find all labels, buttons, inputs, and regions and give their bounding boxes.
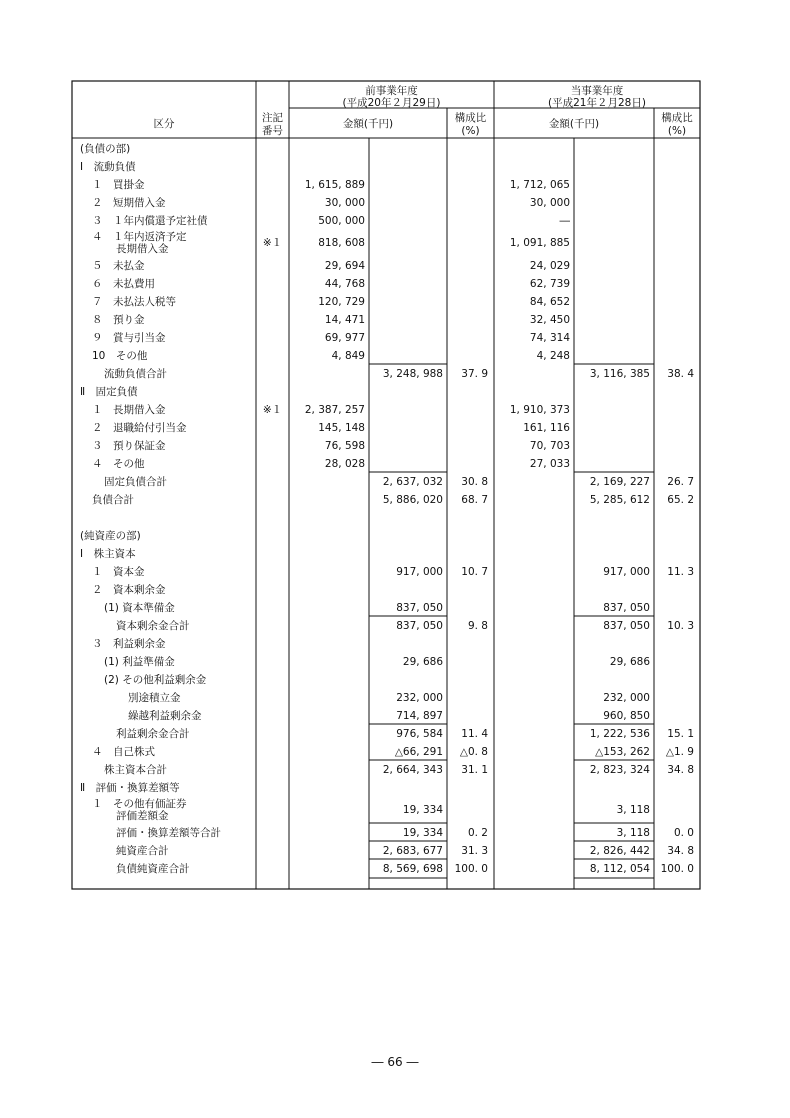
prev-ratio: 68. 7 [461,494,488,506]
prev-total: 3, 248, 988 [382,368,443,380]
prev-total: 837, 050 [396,620,443,632]
row-label: 流動負債合計 [104,368,167,380]
prev-amount: 818, 608 [318,237,365,249]
table-body [80,142,694,878]
row-label: １ 長期借入金 [92,404,166,416]
prev-total: 2, 683, 677 [382,845,443,857]
table-row [104,655,650,668]
prev-amount: 145, 148 [318,422,365,434]
curr-amount: 24, 029 [529,260,570,272]
prev-amount: 44, 768 [324,278,365,290]
table-row [92,583,166,596]
curr-ratio: 26. 7 [667,476,694,488]
curr-amount: 62, 739 [529,278,570,290]
prev-total: 8, 569, 698 [382,863,443,875]
row-label: (2) その他利益剰余金 [104,674,207,686]
table-row [92,797,650,822]
note-header: 番号 [262,125,283,137]
prev-total: 5, 886, 020 [382,494,443,506]
prev-total: 29, 686 [402,656,443,668]
curr-total: 837, 050 [603,620,650,632]
row-label: ２ 資本剰余金 [92,584,166,596]
row-label: ５ 未払金 [92,260,145,272]
table-row [92,403,570,416]
table-row [92,331,570,344]
row-label: ３ 利益剰余金 [92,638,166,650]
prev-amount: 14, 471 [324,314,365,326]
table-row [92,178,570,191]
curr-amount: 4, 248 [536,350,570,362]
curr-ratio: 34. 8 [667,845,694,857]
table-row [92,493,694,506]
note-ref: ※１ [262,404,283,416]
prev-ratio: 9. 8 [467,620,488,632]
prev-amount: 30, 000 [324,197,365,209]
row-label: ９ 賞与引当金 [92,332,166,344]
curr-period-title: 当事業年度 [570,85,624,97]
prev-ratio-header: (%) [461,125,480,137]
row-label: ４ その他 [92,458,145,470]
curr-amount: 30, 000 [529,197,570,209]
row-label: 株主資本合計 [104,764,167,776]
prev-total: 19, 334 [402,804,443,816]
curr-ratio: 100. 0 [660,863,694,875]
row-label: 負債合計 [92,494,134,506]
curr-total: 837, 050 [603,602,650,614]
row-label: 別途積立金 [128,692,181,704]
curr-total: 2, 826, 442 [589,845,650,857]
table-row [128,691,650,704]
curr-total: 232, 000 [603,692,650,704]
prev-total: 2, 637, 032 [382,476,443,488]
table-row [128,709,650,722]
curr-ratio: △1. 9 [665,746,694,758]
curr-total: 8, 112, 054 [589,863,650,875]
prev-amount: 500, 000 [318,215,365,227]
curr-total: 917, 000 [603,566,650,578]
note-ref: ※１ [262,237,283,249]
row-label-cont: 長期借入金 [116,243,169,255]
table-row [92,745,694,758]
curr-amount: 70, 703 [529,440,570,452]
table-row [92,277,570,290]
curr-total: 1, 222, 536 [589,728,650,740]
table-row [92,214,571,227]
prev-total: 917, 000 [396,566,443,578]
prev-amount: 29, 694 [324,260,365,272]
curr-total: 5, 285, 612 [589,494,650,506]
curr-total: 3, 116, 385 [589,368,650,380]
table-row [92,637,166,650]
table-row [80,529,141,542]
prev-ratio: 31. 1 [461,764,488,776]
curr-amount: 74, 314 [529,332,570,344]
table-row [116,823,694,839]
table-row [92,565,694,578]
prev-total: 976, 584 [396,728,443,740]
prev-amount: 76, 598 [324,440,365,452]
curr-total: 3, 118 [616,827,650,839]
prev-period-date: (平成20年２月29日) [342,97,441,109]
table-row [104,673,207,686]
row-label: ７ 未払法人税等 [92,296,176,308]
row-label: Ⅱ 評価・換算差額等 [80,782,180,794]
row-label: 利益剰余金合計 [116,728,190,740]
prev-amount: 69, 977 [324,332,365,344]
prev-ratio-header: 構成比 [454,112,487,124]
curr-amount: ― [559,215,570,227]
curr-amount: 84, 652 [529,296,570,308]
prev-amount: 28, 028 [324,458,365,470]
prev-total: 232, 000 [396,692,443,704]
prev-total: △66, 291 [394,746,443,758]
table-row [92,421,570,434]
row-label: (負債の部) [80,143,131,155]
prev-ratio: 0. 2 [467,827,488,839]
note-header: 注記 [262,112,283,124]
row-label: (1) 利益準備金 [104,656,175,668]
curr-ratio: 34. 8 [667,764,694,776]
curr-total: 2, 823, 324 [589,764,650,776]
row-label: ８ 預り金 [92,314,145,326]
prev-total: 19, 334 [402,827,443,839]
table-row [116,859,694,875]
curr-period-date: (平成21年２月28日) [548,97,646,109]
prev-ratio: △0. 8 [459,746,488,758]
row-label: (1) 資本準備金 [104,602,175,614]
table-row [80,547,136,560]
row-label: 繰越利益剰余金 [128,710,202,722]
prev-ratio: 31. 3 [461,845,488,857]
prev-total: 2, 664, 343 [382,764,443,776]
curr-total: △153, 262 [595,746,650,758]
curr-ratio: 15. 1 [667,728,694,740]
row-label: 資本剰余金合計 [116,620,190,632]
curr-amount: 1, 091, 885 [509,237,570,249]
row-label: ２ 短期借入金 [92,197,166,209]
prev-amount: 2, 387, 257 [304,404,365,416]
curr-ratio: 0. 0 [673,827,694,839]
table-row [92,349,570,362]
row-label: 純資産合計 [116,845,169,857]
prev-ratio: 10. 7 [461,566,488,578]
curr-ratio: 65. 2 [667,494,694,506]
table-row [92,439,570,452]
row-label: (純資産の部) [80,530,141,542]
prev-amount: 1, 615, 889 [304,179,365,191]
table-row [80,160,137,173]
prev-amount: 120, 729 [318,296,365,308]
prev-amount: 4, 849 [331,350,365,362]
curr-amount: 1, 910, 373 [509,404,570,416]
table-row [80,385,139,398]
table-row [104,601,650,614]
row-label: 固定負債合計 [104,476,167,488]
row-label: ４ 自己株式 [92,746,155,758]
curr-amount: 161, 116 [523,422,570,434]
row-label: ２ 退職給付引当金 [92,422,187,434]
category-header: 区分 [153,118,175,130]
table-row [116,724,694,740]
table-row [104,472,694,488]
curr-ratio-header: 構成比 [661,112,693,124]
row-label: 負債純資産合計 [116,863,190,875]
table-row [116,616,694,632]
curr-total: 960, 850 [603,710,650,722]
curr-ratio: 10. 3 [667,620,694,632]
table-row [92,295,570,308]
row-label: Ⅱ 固定負債 [80,386,138,398]
prev-period-title: 前事業年度 [365,85,418,97]
row-label: ３ １年内償還予定社債 [92,215,208,227]
row-label-cont: 評価差額金 [116,810,169,822]
table-row [104,364,694,380]
row-label: １ 資本金 [92,566,145,578]
table-row [80,142,130,155]
row-label: Ⅰ 株主資本 [80,548,136,560]
table-row [92,457,570,470]
prev-total: 714, 897 [396,710,443,722]
curr-amount-header: 金額(千円) [548,118,600,130]
curr-total: 29, 686 [609,656,650,668]
prev-amount-header: 金額(千円) [342,118,394,130]
row-label: 10 その他 [92,350,148,362]
row-label: ３ 預り保証金 [92,440,166,452]
curr-total: 2, 169, 227 [589,476,650,488]
curr-amount: 32, 450 [529,314,570,326]
curr-ratio: 38. 4 [667,368,694,380]
prev-ratio: 30. 8 [461,476,488,488]
prev-total: 837, 050 [396,602,443,614]
curr-ratio: 11. 3 [667,566,694,578]
prev-ratio: 37. 9 [461,368,488,380]
prev-ratio: 100. 0 [454,863,488,875]
table-header [154,84,694,137]
row-label: 評価・換算差額等合計 [116,827,221,839]
row-label: １ その他有価証券 [92,798,187,810]
table-row [92,230,570,255]
table-row [92,259,570,272]
curr-amount: 1, 712, 065 [509,179,570,191]
row-label: １ 買掛金 [92,179,145,191]
table-row [92,313,570,326]
prev-ratio: 11. 4 [461,728,488,740]
row-label: Ⅰ 流動負債 [80,161,136,173]
row-label: ４ １年内返済予定 [92,231,187,243]
table-row [92,196,570,209]
curr-amount: 27, 033 [529,458,570,470]
curr-ratio-header: (%) [667,125,687,137]
table-row [116,841,694,857]
table-row [80,781,180,794]
row-label: ６ 未払費用 [92,278,155,290]
table-row [104,760,694,776]
page-number: ― 66 ― [371,1055,419,1069]
curr-total: 3, 118 [616,804,650,816]
